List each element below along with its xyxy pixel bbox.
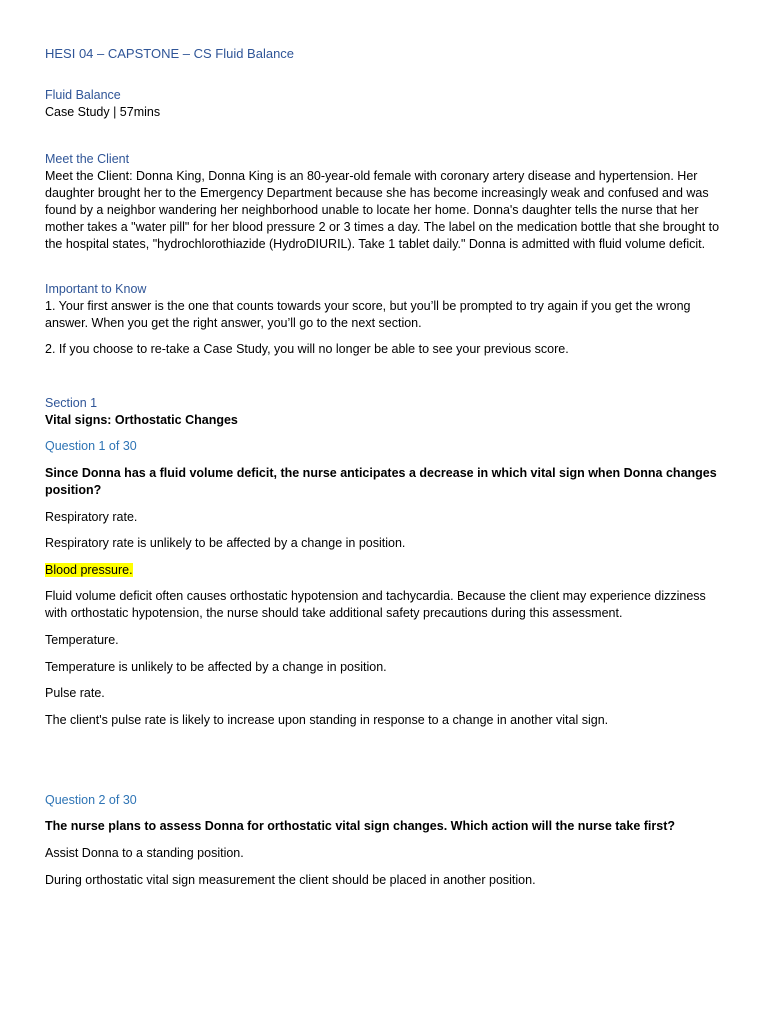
q1-answer-3: Temperature. — [45, 633, 119, 647]
q1-feedback-1: Respiratory rate is unlikely to be affected by a change in position. — [45, 536, 406, 550]
question-2-label: Question 2 of 30 — [45, 793, 137, 807]
q2-answer-1: Assist Donna to a standing position. — [45, 846, 244, 860]
meet-text: Meet the Client: Donna King, Donna King is an 80-year-old female with coronary artery disease and hypertension. Her daughter brought her to the Emergency Department because she has become increasingly weak and confused and was found by a neighbor wandering her neighborhood unable to locate her home. Donna's daughter tells the nurse that her mother takes a "water pill" for her blood pressure 2 or 3 times a day. The label on the medication bottle that she brought to the hospital states, "hydrochlorothiazide (HydroDIURIL). Take 1 tablet daily." Donna is admitted with fluid volume deficit. — [45, 169, 720, 251]
important-heading: Important to Know — [45, 282, 147, 296]
question-1-text: Since Donna has a fluid volume deficit, the nurse anticipates a decrease in which vital sign when Donna changes position? — [45, 466, 717, 497]
section-title: Vital signs: Orthostatic Changes — [45, 413, 238, 427]
question-1-label: Question 1 of 30 — [45, 439, 137, 453]
q1-feedback-4: The client's pulse rate is likely to increase upon standing in response to a change in another vital sign. — [45, 713, 609, 727]
case-title: Fluid Balance — [45, 88, 121, 102]
section-label: Section 1 — [45, 396, 98, 410]
q1-feedback-3: Temperature is unlikely to be affected by a change in position. — [45, 660, 387, 674]
q2-feedback-1: During orthostatic vital sign measurement the client should be placed in another position. — [45, 873, 536, 887]
q1-answer-1: Respiratory rate. — [45, 510, 138, 524]
q1-answer-4: Pulse rate. — [45, 686, 105, 700]
q1-feedback-2: Fluid volume deficit often causes orthostatic hypotension and tachycardia. Because the client may experience dizziness with orthostatic hypotension, the nurse should take additional safety precautions during this assessment. — [45, 589, 706, 620]
case-subtitle: Case Study | 57mins — [45, 105, 161, 119]
meet-heading: Meet the Client — [45, 152, 130, 166]
document-title: HESI 04 – CAPSTONE – CS Fluid Balance — [45, 46, 295, 61]
important-item-1: 1. Your first answer is the one that counts towards your score, but you’ll be prompted to try again if you get the wrong answer. When you get the right answer, you’ll go to the next section. — [45, 299, 691, 330]
q1-answer-2-highlight: Blood pressure. — [45, 563, 133, 577]
question-2-text: The nurse plans to assess Donna for orthostatic vital sign changes. Which action will the nurse take first? — [45, 819, 675, 833]
q1-answer-2 — [45, 562, 725, 579]
important-item-2: 2. If you choose to re-take a Case Study, you will no longer be able to see your previous score. — [45, 342, 569, 356]
